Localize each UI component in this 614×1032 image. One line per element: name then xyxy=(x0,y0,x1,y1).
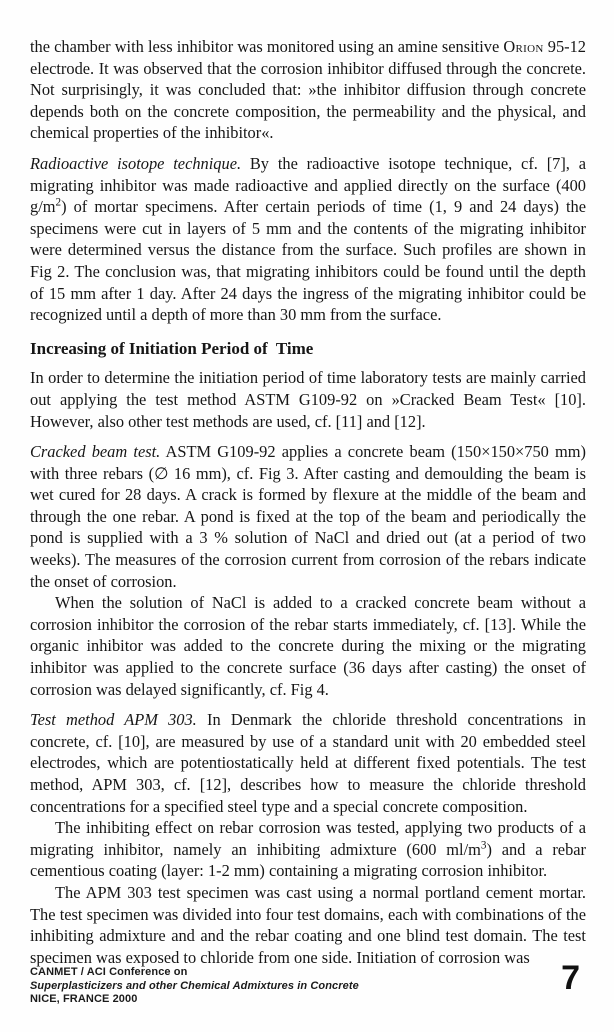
paragraph-nacl-cracked-beam: When the solution of NaCl is added to a cracked concrete beam without a corrosion inhibitor the corrosion of the rebar starts immediately, cf. [13]. While the organic inhibitor was added to the concrete during the mixing or the migrating inhibitor was applied to the concrete surface (36 days after casting) the onset of corrosion was delayed significantly, cf. Fig 4. xyxy=(30,593,586,699)
paragraph-test-method-apm-303: Test method APM 303. In Denmark the chloride threshold concentrations in concrete, cf. [10], are measured by use of a standard unit with 20 embedded steel electrodes, which are potentiostatically held at different fixed potentials. The test method, APM 303, cf. [12], describes how to measure the chloride threshold concentrations for a specified steel type and a special concrete composition. xyxy=(30,710,587,816)
conference-line-2: Superplasticizers and other Chemical Admixtures in Concrete xyxy=(30,979,359,992)
conference-line-1: CANMET / ACI Conference on xyxy=(30,966,188,978)
page-body-text xyxy=(30,36,586,968)
paragraph-apm-303-specimen: The APM 303 test specimen was cast using a normal portland cement mortar. The test specimen was divided into four test domains, each with combinations of the inhibiting admixture and and the rebar coating and one blind test domain. The test specimen was exposed to chloride from one side. Initiation of corrosion was xyxy=(30,882,586,967)
page-number: 7 xyxy=(561,959,580,997)
paragraph-chamber-monitoring: the chamber with less inhibitor was monitored using an amine sensitive Orion 95-12 electrode. It was observed that the corrosion inhibitor diffused through the concrete. Not surprisingly, it was concluded that: »the inhibitor diffusion through concrete depends both on the concrete composition, the permeability and the physical, and chemical properties of the inhibitor«. xyxy=(30,37,586,143)
conference-credit xyxy=(30,966,359,1007)
section-heading-increasing-initiation-period: Increasing of Initiation Period of Time xyxy=(30,338,314,358)
conference-line-3: NICE, FRANCE 2000 xyxy=(30,993,138,1005)
page-footer xyxy=(30,959,584,1007)
paragraph-inhibiting-effect-tested: The inhibiting effect on rebar corrosion was tested, applying two products of a migrating inhibitor, namely an inhibiting admixture (600 $ml/m^3$) and a rebar cementious coating (layer: 1-2 mm) containing a migrating corrosion inhibitor. xyxy=(30,818,586,881)
paragraph-radioactive-isotope-technique: Radioactive isotope technique. By the radioactive isotope technique, cf. [7], a migrating inhibitor was made radioactive and applied directly on the surface (400 $g/m^2$) of mortar specimens. After certain periods of time (1, 9 and 24 days) the specimens were cut in layers of 5 mm and the contents of the migrating inhibitor were determined versus the distance from the surface. Such profiles are shown in Fig 2. The conclusion was, that migrating inhibitors could be found until the depth of 15 mm after 1 day. After 24 days the ingress of the migrating inhibitor could be recognized until a depth of more than 30 mm from the surface. xyxy=(30,153,586,325)
paragraph-initiation-period-intro: In order to determine the initiation period of time laboratory tests are mainly carried out applying the test method ASTM G109-92 on »Cracked Beam Test« [10]. However, also other test methods are used, cf. [11] and [12]. xyxy=(30,368,586,431)
paragraph-cracked-beam-test: Cracked beam test. ASTM G109-92 applies a concrete beam (150×150×750 mm) with three rebars (∅ 16 mm), cf. Fig 3. After casting and demoulding the beam is wet cured for 28 days. A crack is formed by flexure at the middle of the beam and through the one rebar. A pond is fixed at the top of the beam and periodically the pond is supplied with a 3 % solution of NaCl and dried out (at a period of two weeks). The measures of the corrosion current from corrosion of the rebars indicate the onset of corrosion. xyxy=(30,442,586,591)
